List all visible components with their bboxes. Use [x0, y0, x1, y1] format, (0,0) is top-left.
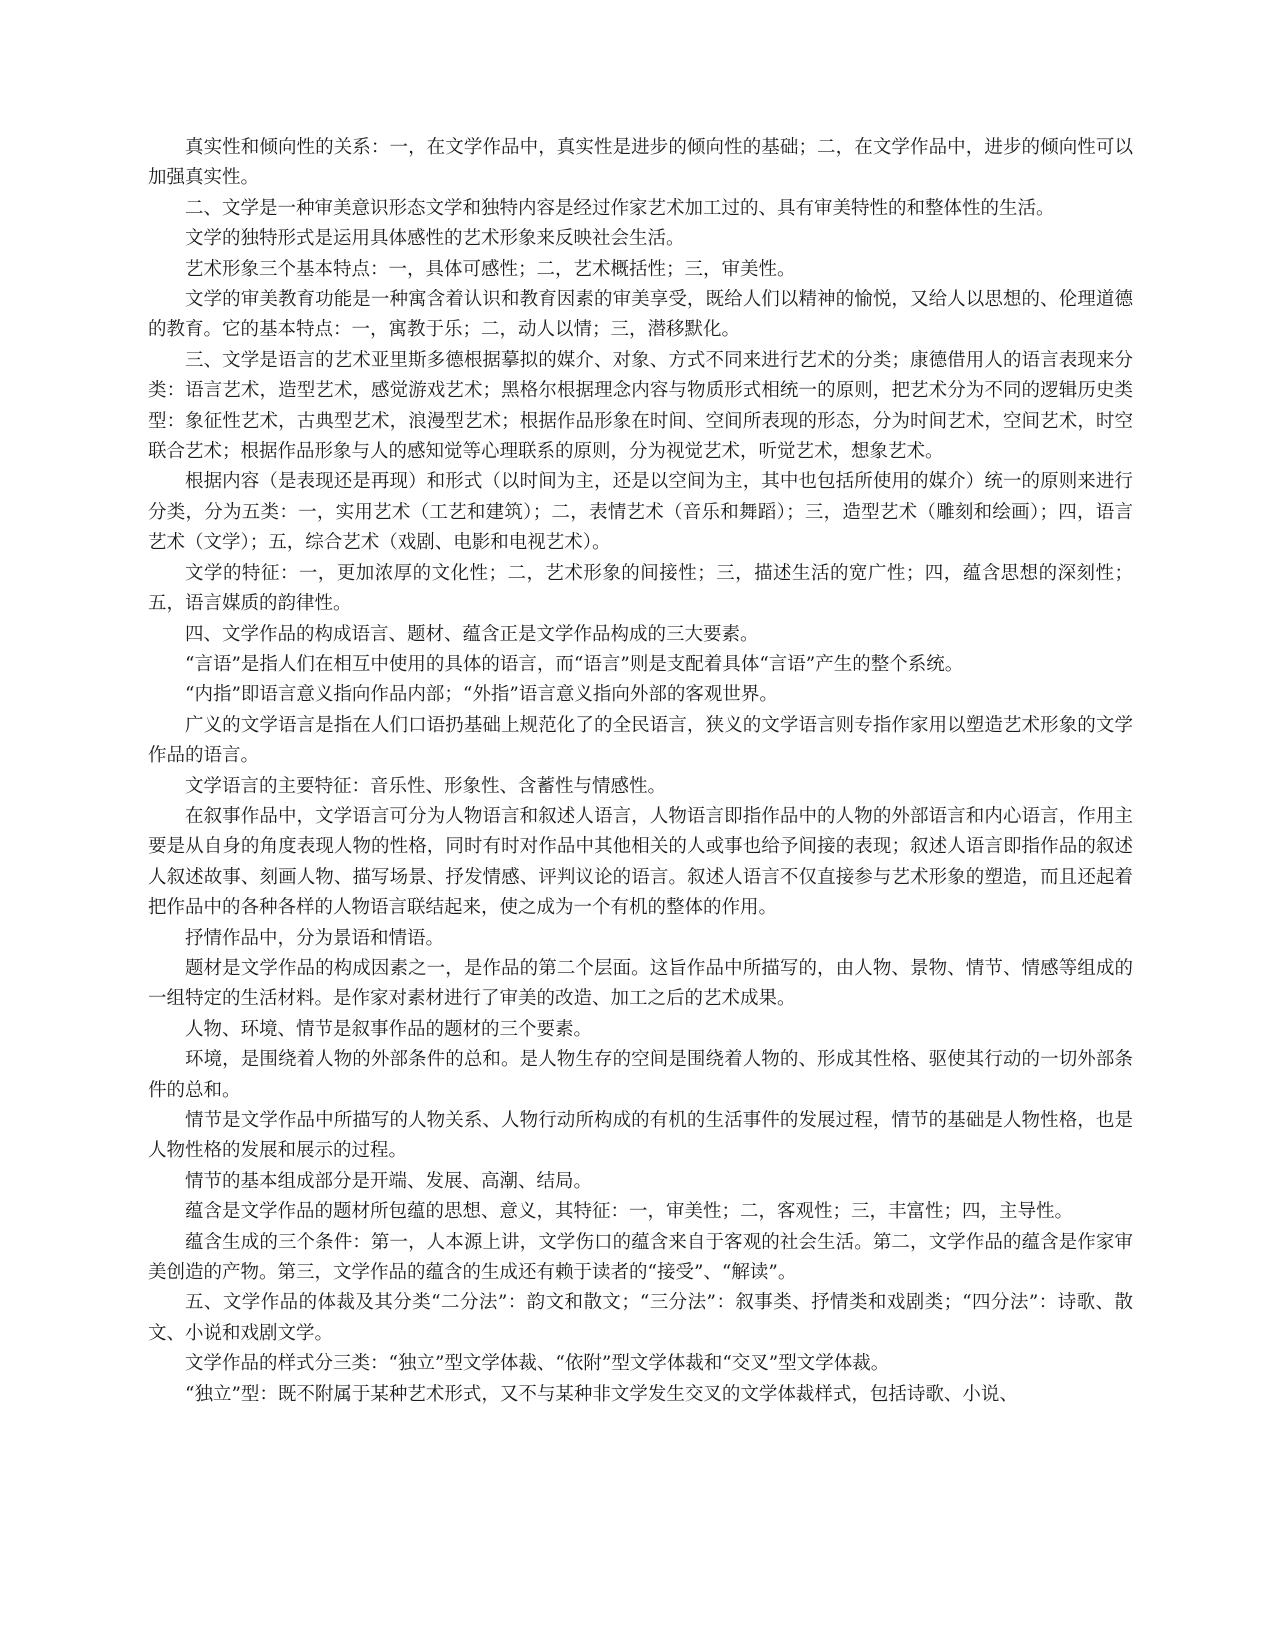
paragraph: 二、文学是一种审美意识形态文学和独特内容是经过作家艺术加工过的、具有审美特性的和整体性的生活。: [185, 197, 1055, 219]
paragraph: 文学的审美教育功能是一种寓含着认识和教育因素的审美享受，既给人们以精神的愉悦，又给人以思想的、伦理道德的教育。它的基本特点：一，寓教于乐；二，动人以情；三，潜移默化。: [148, 289, 1133, 341]
paragraph: 文学的特征：一，更加浓厚的文化性；二，艺术形象的间接性；三，描述生活的宽广性；四，蕴含思想的深刻性；五，语言媒质的韵律性。: [148, 562, 1133, 615]
paragraph: 文学作品的样式分三类：“独立”型文学体裁、“依附”型文学体裁和“交叉”型文学体裁。: [185, 1353, 890, 1375]
paragraph: 五、文学作品的体裁及其分类“二分法”：韵文和散文；“三分法”：叙事类、抒情类和戏剧类；“四分法”：诗歌、散文、小说和戏剧文学。: [148, 1292, 1133, 1344]
paragraph: “言语”是指人们在相互中使用的具体的语言，而“语言”则是支配着具体“言语”产生的整个系统。: [185, 653, 964, 675]
paragraph: 三、文学是语言的艺术亚里斯多德根据摹拟的媒介、对象、方式不同来进行艺术的分类；康德借用人的语言表现来分类：语言艺术，造型艺术，感觉游戏艺术；黑格尔根据理念内容与物质形式相统一的原则，把艺术分为不同的逻辑历史类型：象征性艺术，古典型艺术，浪漫型艺术；根据作品形象在时间、空间所表现的形态，分为时间艺术，空间艺术，时空联合艺术；根据作品形象与人的感知觉等心理联系的原则，分为视觉艺术，听觉艺术，想象艺术。: [148, 349, 1133, 463]
paragraph: 情节是文学作品中所描写的人物关系、人物行动所构成的有机的生活事件的发展过程，情节的基础是人物性格，也是人物性格的发展和展示的过程。: [148, 1110, 1133, 1162]
paragraph: 蕴含是文学作品的题材所包蕴的思想、意义，其特征：一，审美性；二，客观性；三，丰富性；四，主导性。: [185, 1201, 1074, 1223]
paragraph: 蕴含生成的三个条件：第一，人本源上讲，文学伤口的蕴含来自于客观的社会生活。第二，文学作品的蕴含是作家审美创造的产物。第三，文学作品的蕴含的生成还有赖于读者的“接受”、“解读”。: [148, 1231, 1133, 1284]
paragraph: 题材是文学作品的构成因素之一，是作品的第二个层面。这旨作品中所描写的，由人物、景物、情节、情感等组成的一组特定的生活材料。是作家对素材进行了审美的改造、加工之后的艺术成果。: [148, 957, 1133, 1010]
paragraph: 抒情作品中，分为景语和情语。: [185, 927, 445, 949]
paragraph: 文学的独特形式是运用具体感性的艺术形象来反映社会生活。: [185, 228, 685, 250]
paragraph: 真实性和倾向性的关系：一，在文学作品中，真实性是进步的倾向性的基础；二，在文学作品中，进步的倾向性可以加强真实性。: [148, 137, 1133, 189]
paragraph: 人物、环境、情节是叙事作品的题材的三个要素。: [185, 1018, 593, 1040]
paragraph: “独立”型：既不附属于某种艺术形式，又不与某种非文学发生交叉的文学体裁样式，包括诗歌、小说、: [185, 1383, 1018, 1405]
paragraph: “内指”即语言意义指向作品内部；“外指”语言意义指向外部的客观世界。: [185, 684, 778, 706]
paragraph: 艺术形象三个基本特点：一，具体可感性；二，艺术概括性；三，审美性。: [185, 258, 796, 280]
paragraph: 广义的文学语言是指在人们口语扔基础上规范化了的全民语言，狭义的文学语言则专指作家用以塑造艺术形象的文学作品的语言。: [148, 714, 1133, 767]
paragraph: 文学语言的主要特征：音乐性、形象性、含蓄性与情感性。: [185, 775, 667, 797]
document-body: [148, 133, 1133, 1410]
paragraph: 四、文学作品的构成语言、题材、蕴含正是文学作品构成的三大要素。: [185, 623, 759, 645]
paragraph: 在叙事作品中，文学语言可分为人物语言和叙述人语言，人物语言即指作品中的人物的外部语言和内心语言，作用主要是从自身的角度表现人物的性格，同时有时对作品中其他相关的人或事也给予间接的表现；叙述人语言即指作品的叙述人叙述故事、刻画人物、描写场景、抒发情感、评判议论的语言。叙述人语言不仅直接参与艺术形象的塑造，而且还起着把作品中的各种各样的人物语言联结起来，使之成为一个有机的整体的作用。: [148, 805, 1133, 919]
paragraph: 环境，是围绕着人物的外部条件的总和。是人物生存的空间是围绕着人物的、形成其性格、驱使其行动的一切外部条件的总和。: [148, 1049, 1133, 1101]
paragraph: 情节的基本组成部分是开端、发展、高潮、结局。: [185, 1170, 593, 1192]
paragraph: 根据内容（是表现还是再现）和形式（以时间为主，还是以空间为主，其中也包括所使用的媒介）统一的原则来进行分类，分为五类：一，实用艺术（工艺和建筑）；二，表情艺术（音乐和舞蹈）；三，造型艺术（雕刻和绘画）；四，语言艺术（文学）；五，综合艺术（戏剧、电影和电视艺术）。: [148, 471, 1133, 554]
